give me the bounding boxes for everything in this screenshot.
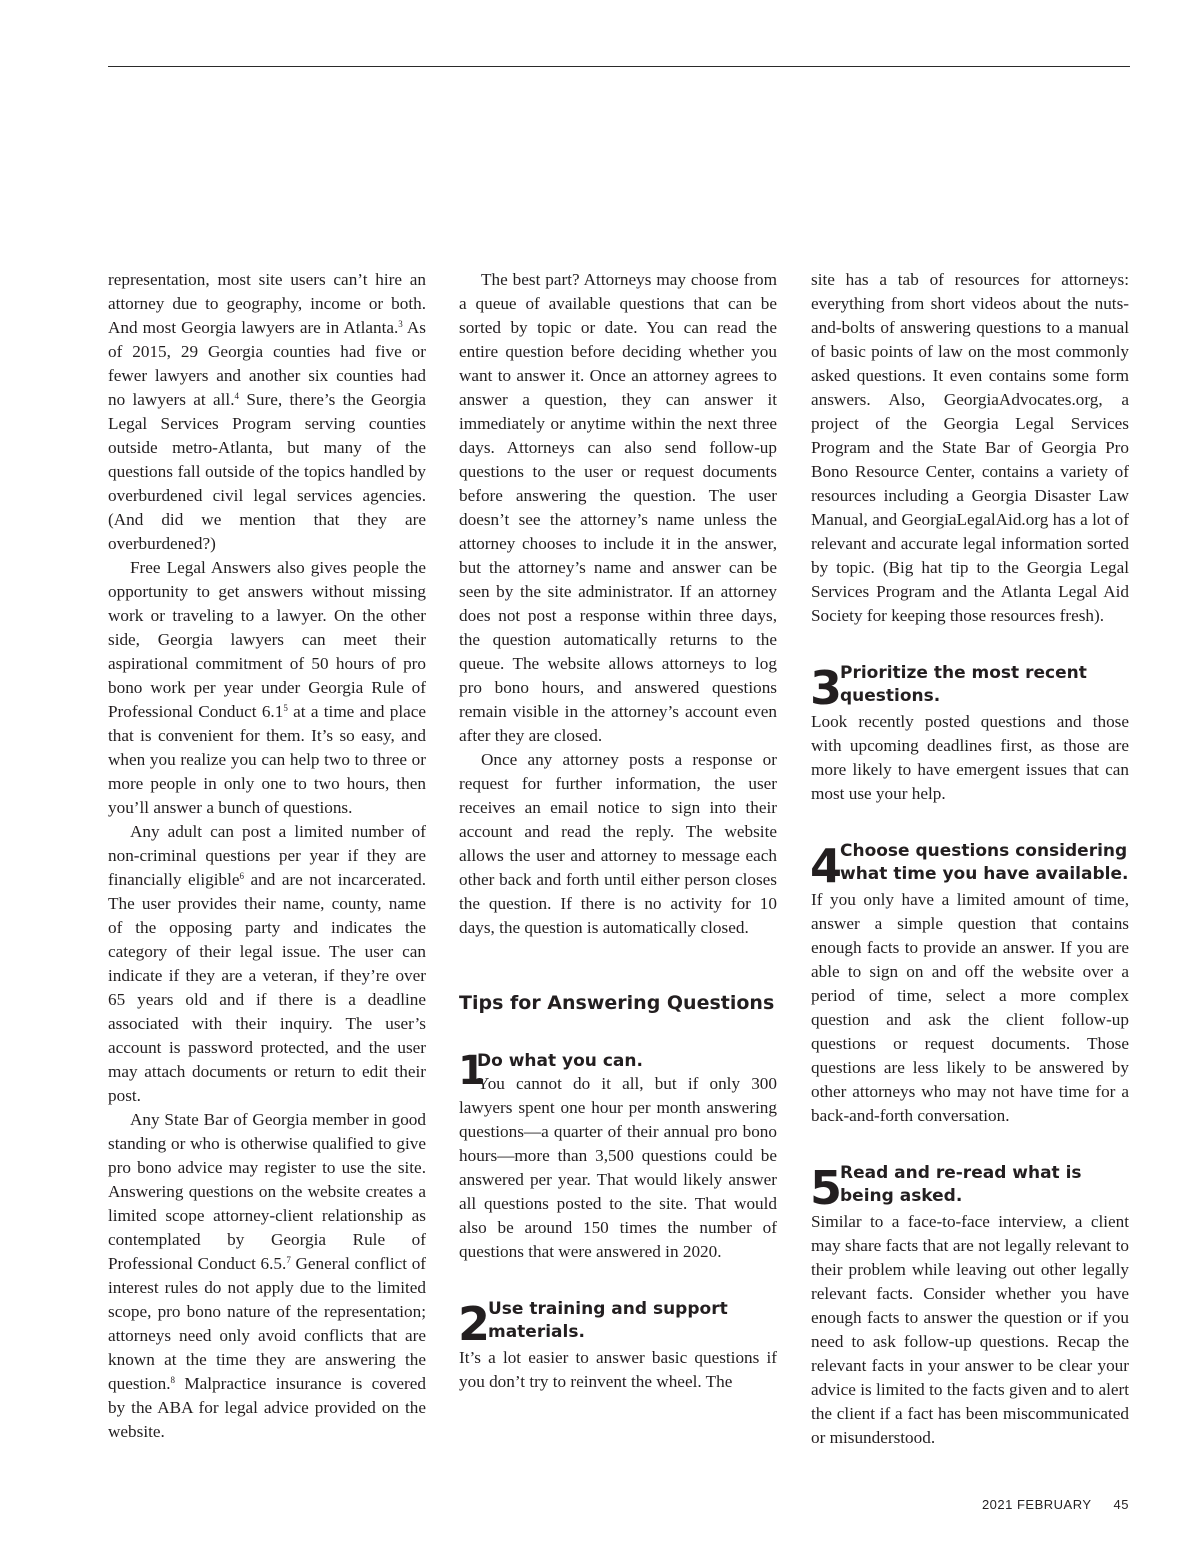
paragraph: Any adult can post a limited number of non-criminal questions per year if they are financially eligible$^6$ and are not incarcerated. The user provides their name, county, name of the opposing party and indicates the category of their legal issue. The user can indicate if they are a veteran, if they’re over 65 years old and if there is a deadline associated with their inquiry. The user’s account is password protected, and the user may attach documents or return to edit their post. xyxy=(108,822,426,1105)
paragraph: Once any attorney posts a response or request for further information, the user receives an email notice to sign into their account and read the reply. The website allows the user and attorney to message each other back and forth until either person closes the question. If there is no activity for 10 days, the question is automatically closed. xyxy=(459,750,777,937)
footnote-ref: 5 xyxy=(283,703,288,713)
tip-number: 4 xyxy=(810,839,843,893)
tip-body: It’s a lot easier to answer basic questions if you don’t try to reinvent the wheel. The xyxy=(459,1348,777,1391)
tip-title: Use training and support materials. xyxy=(488,1299,728,1342)
tip-number: 5 xyxy=(810,1161,843,1215)
page-footer xyxy=(982,1497,1129,1512)
tip-body: You cannot do it all, but if only 300 lawyers spent one hour per month answering questions—a quarter of their annual pro bono hours—more than 3,500 questions could be answered per year. That would likely answer all questions posted to the site. That would also be around 150 times the number of questions that were answered in 2020. xyxy=(459,1074,777,1261)
paragraph: site has a tab of resources for attorneys: everything from short videos about the nuts-and-bolts of answering questions to a manual of basic points of law on the most commonly asked questions. It even contains some form answers. Also, GeorgiaAdvocates.org, a project of the Georgia Legal Services Program and the State Bar of Georgia Pro Bono Resource Center, contains a variety of resources including a Georgia Disaster Law Manual, and GeorgiaLegalAid.org has a lot of relevant and accurate legal information sorted by topic. (Big hat tip to the Georgia Legal Services Program and the Atlanta Legal Aid Society for keeping those resources fresh). xyxy=(811,270,1129,625)
footnote-ref: 3 xyxy=(398,319,403,329)
tip-title: Read and re-read what is being asked. xyxy=(840,1163,1082,1206)
header-rule xyxy=(108,66,1130,67)
tip-heading xyxy=(810,661,1129,715)
tip-heading xyxy=(458,1297,777,1351)
paragraph: representation, most site users can’t hire an attorney due to geography, income or both. And most Georgia lawyers are in Atlanta.$^3$ As of 2015, 29 Georgia counties had five or fewer lawyers and another six counties had no lawyers at all.$^4$ Sure, there’s the Georgia Legal Services Program serving counties outside metro-Atlanta, but many of the questions fall outside of the topics handled by overburdened civil legal services agencies. (And did we mention that they are overburdened?) xyxy=(108,270,426,553)
paragraph: Free Legal Answers also gives people the opportunity to get answers without missing work or traveling to a lawyer. On the other side, Georgia lawyers can meet their aspirational commitment of 50 hours of pro bono work per year under Georgia Rule of Professional Conduct $6.1^5$ at a time and place that is convenient for them. It’s so easy, and when you realize you can help two to three or more people in only one to two hours, then you’ll answer a bunch of questions. xyxy=(108,558,426,817)
tip-4 xyxy=(811,840,1129,1128)
tip-2 xyxy=(459,1298,777,1394)
issue-date: 2021 FEBRUARY xyxy=(981,1497,1092,1512)
tip-body: Look recently posted questions and those with upcoming deadlines first, as those are more likely to have emergent issues that can most use your help. xyxy=(811,712,1129,803)
tip-number: 3 xyxy=(810,661,843,715)
page-number: 45 xyxy=(1113,1497,1129,1512)
footnote-ref: 8 xyxy=(170,1375,176,1385)
paragraph: The best part? Attorneys may choose from a queue of available questions that can be sorted by topic or date. You can read the entire question before deciding whether you want to answer it. Once an attorney agrees to answer a question, they can answer it immediately or anytime within the next three days. Attorneys can also send follow-up questions to the user or request documents before answering the question. The user doesn’t see the attorney’s name unless the attorney chooses to include it in the answer, but the attorney’s name and answer can be seen by the site administrator. If an attorney does not post a response within three days, the question automatically returns to the queue. The website allows attorneys to log pro bono hours, and answered questions remain visible in the attorney’s account even after they are closed. xyxy=(459,270,777,745)
column-1 xyxy=(108,268,426,1444)
column-2 xyxy=(459,268,777,1394)
column-3 xyxy=(811,268,1129,1450)
tip-body: If you only have a limited amount of time, answer a simple question that contains enough facts to provide an answer. If you are able to sign on and off the website over a period of time, select a more complex question and ask the client follow-up questions or request documents. Those questions are less likely to be answered by other attorneys who may not have time for a back-and-forth conversation. xyxy=(811,890,1129,1125)
tip-title: Choose questions considering what time you have available. xyxy=(840,841,1129,884)
footnote-ref: 6 xyxy=(239,871,245,881)
tip-3 xyxy=(811,662,1129,806)
section-title: Tips for Answering Questions xyxy=(459,992,775,1014)
footnote-ref: 7 xyxy=(286,1255,291,1265)
tip-title: Prioritize the most recent questions. xyxy=(840,663,1087,706)
tip-title: Do what you can. xyxy=(477,1051,643,1071)
tip-number: 2 xyxy=(458,1297,491,1351)
paragraph: Any State Bar of Georgia member in good standing or who is otherwise qualified to give pro bono advice may register to use the site. Answering questions on the website creates a limited scope attorney-client relationship as contemplated by Georgia Rule of Professional Conduct 6.5.$^7$ General conflict of interest rules do not apply due to the limited scope, pro bono nature of the representation; attorneys need only avoid conflicts that are known at the time they are answering the question.$^8$ Malpractice insurance is covered by the ABA for legal advice provided on the website. xyxy=(108,1110,427,1441)
tip-number: 1 xyxy=(458,1048,486,1094)
tip-5 xyxy=(811,1162,1129,1450)
tip-1 xyxy=(459,1050,777,1264)
tip-body: Similar to a face-to-face interview, a client may share facts that are not legally relevant to their problem while leaving out other legally relevant facts. Consider whether you have enough facts to answer the question or if you need to ask follow-up questions. Recap the relevant facts in your answer to be clear your advice is limited to the facts given and to alert the client if a fact has been miscommunicated or misunderstood. xyxy=(811,1212,1129,1447)
footnote-ref: 4 xyxy=(234,391,240,401)
tip-heading xyxy=(810,1161,1129,1215)
tip-heading xyxy=(810,839,1129,893)
tip-heading xyxy=(458,1048,777,1094)
